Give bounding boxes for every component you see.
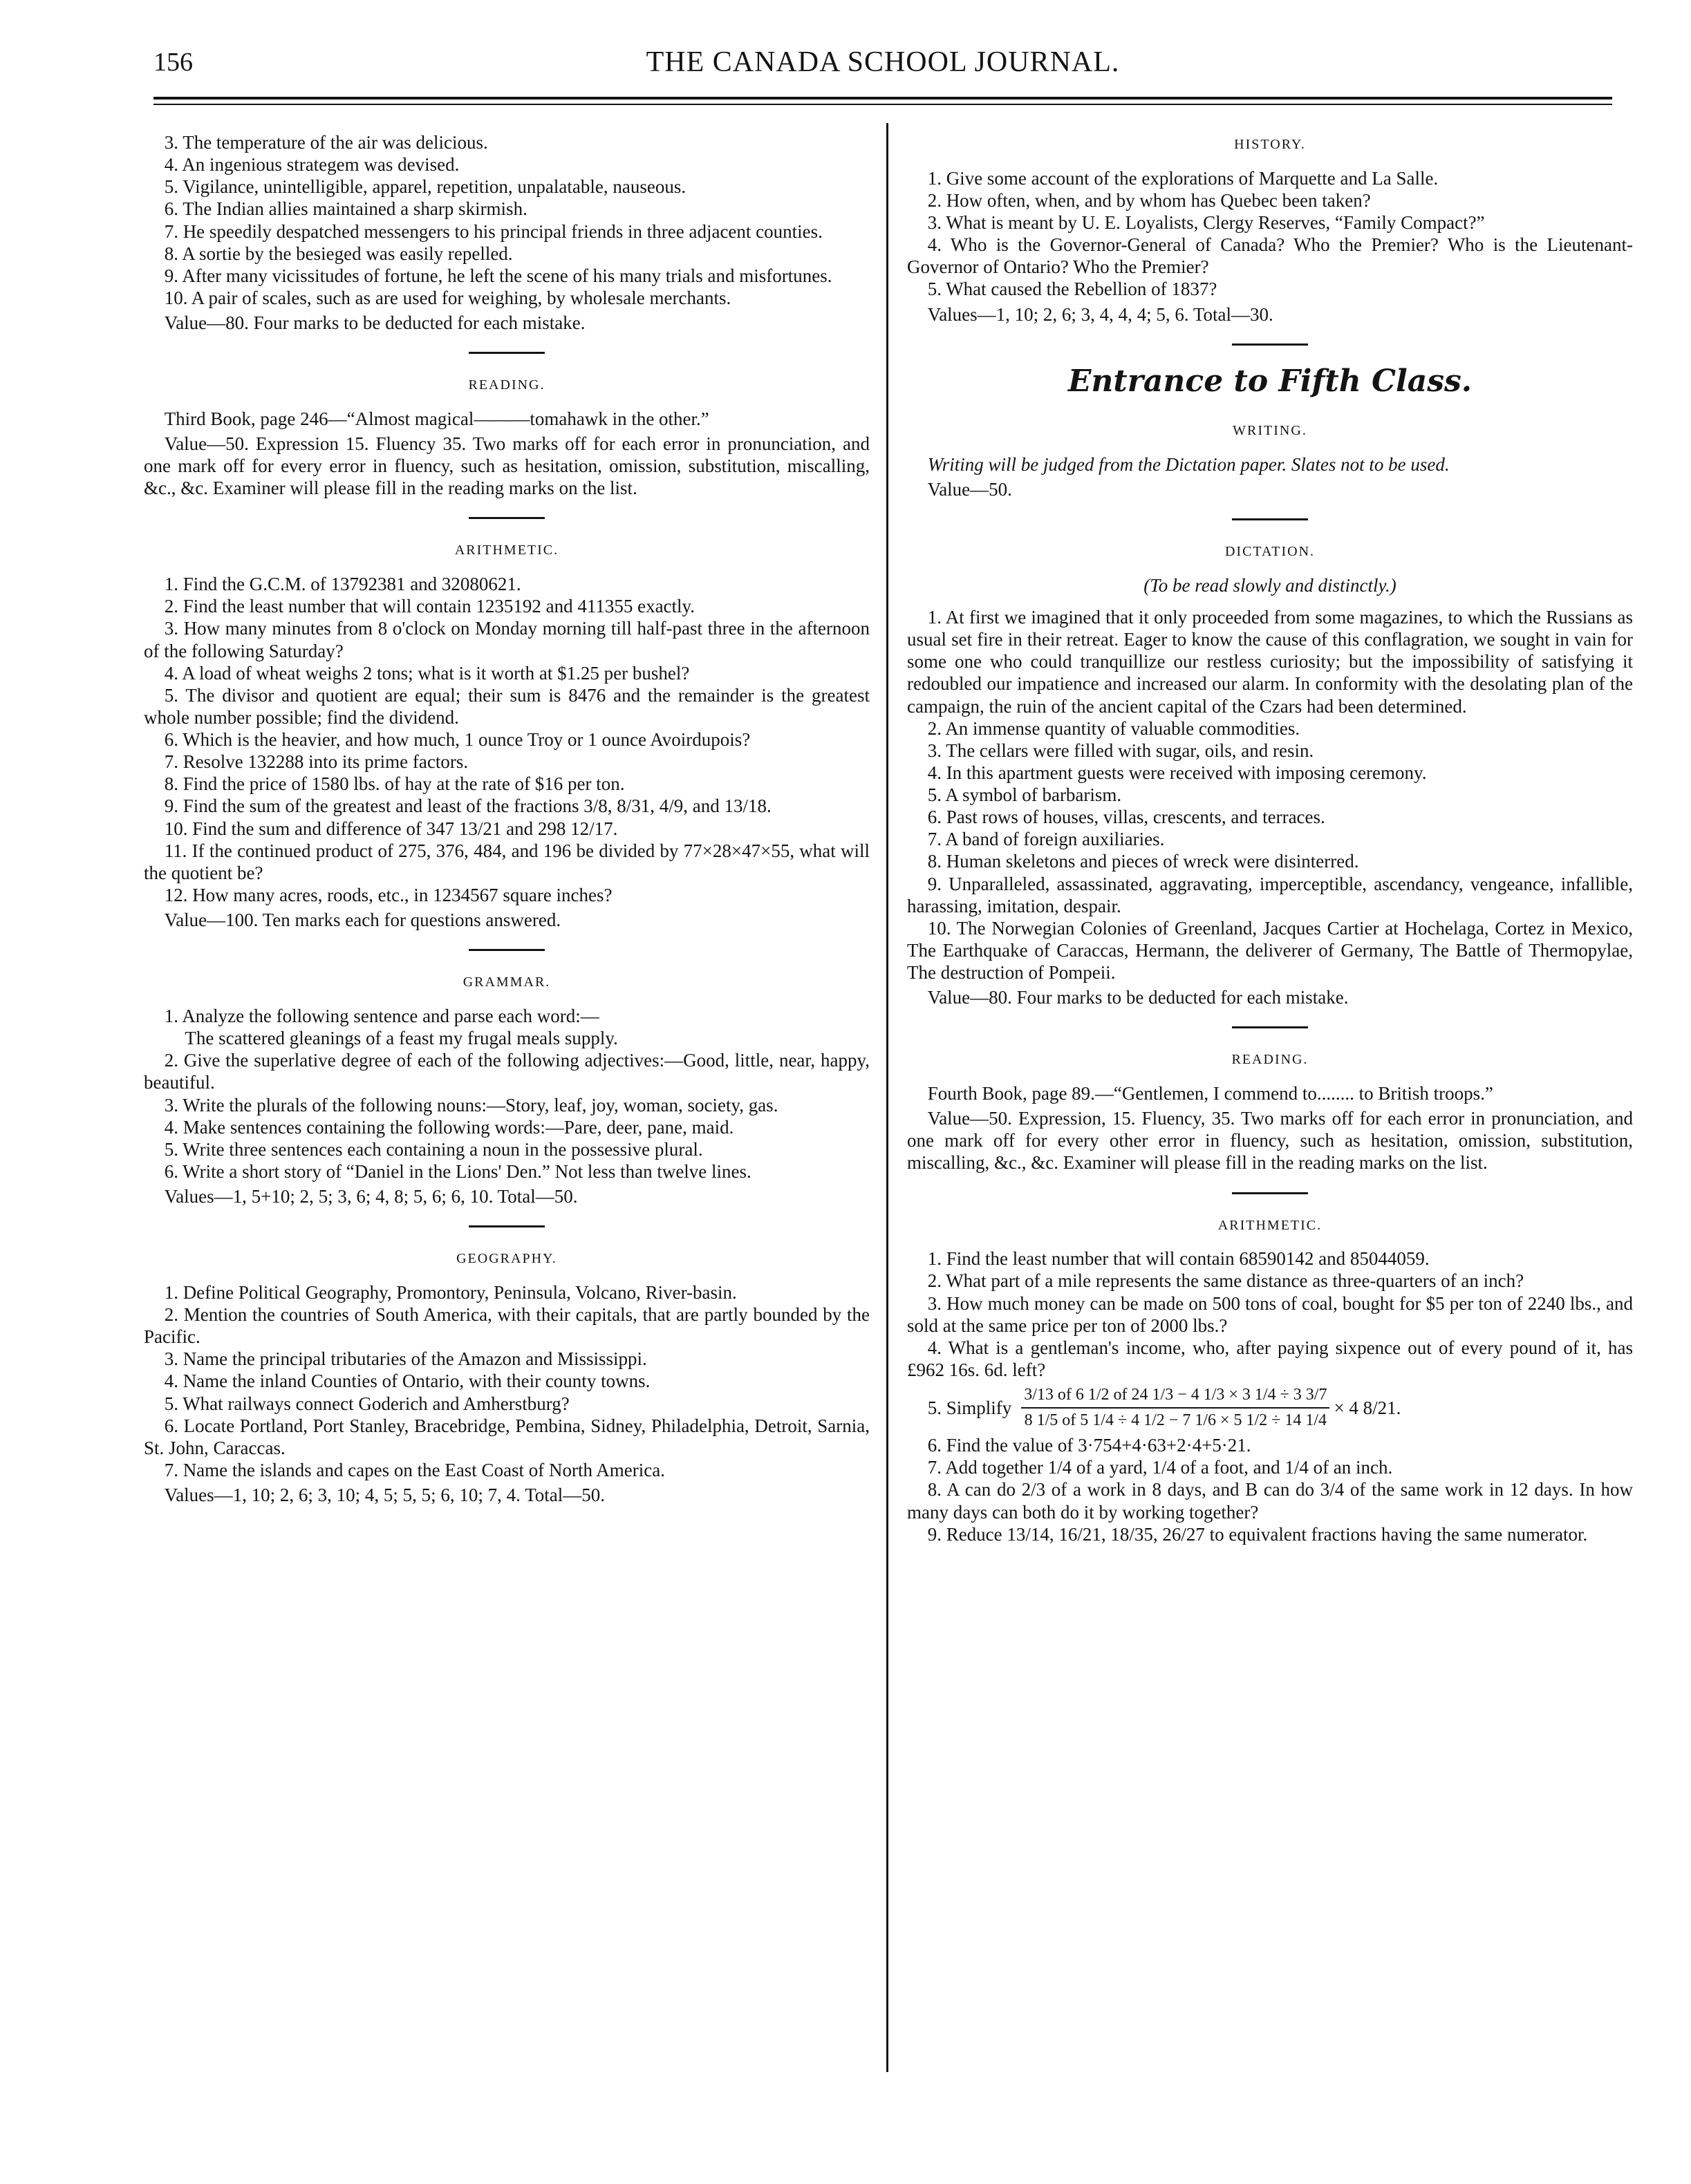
arithmetic-question: 6. Which is the heavier, and how much, 1 ounce Troy or 1 ounce Avoirdupois?	[164, 729, 751, 751]
spelling-item: 10. A pair of scales, such as are used for weighing, by wholesale merchants.	[164, 287, 731, 308]
arithmetic-question: 4. A load of wheat weighs 2 tons; what is it worth at $1.25 per bushel?	[164, 662, 690, 684]
reading-heading: READING.	[468, 377, 545, 393]
history-question: 5. What caused the Rebellion of 1837?	[927, 279, 1217, 300]
simplify-label: 5. Simplify	[927, 1397, 1012, 1418]
grammar-value: Values—1, 5+10; 2, 5; 3, 6; 4, 8; 5, 6; 6, 10. Total—50.	[164, 1186, 578, 1207]
spelling-item: 8. A sortie by the besieged was easily repelled.	[164, 243, 513, 264]
arithmetic-question: 10. Find the sum and difference of 347 13/21 and 298 12/17.	[164, 818, 618, 839]
spelling-list	[144, 131, 870, 334]
history-question: 3. What is meant by U. E. Loyalists, Clergy Reserves, “Family Compact?”	[927, 212, 1485, 234]
simplify-fraction	[1021, 1385, 1329, 1430]
dictation-item: 8. Human skeletons and pieces of wreck were disinterred.	[927, 851, 1359, 872]
section-separator	[1232, 343, 1308, 346]
simplify-numerator: 3/13 of 6 1/2 of 24 1/3 − 4 1/3 × 3 1/4 ÷ 3 3/7	[1021, 1385, 1329, 1409]
arithmetic-question: 12. How many acres, roods, etc., in 1234567 square inches?	[164, 884, 613, 905]
section-separator	[469, 352, 545, 354]
reading-heading: READING.	[1231, 1052, 1309, 1068]
reading-value: Value—50. Expression, 15. Fluency, 35. Two marks off for each error in pronunciation, and one mark off for every other error in fluency, such as hesitation, omission, substitution, miscalling, &c., &c. Examiner will please fill in the reading marks on the list.	[907, 1108, 1633, 1174]
history-question: 1. Give some account of the explorations of Marquette and La Salle.	[927, 167, 1439, 189]
spelling-item: 6. The Indian allies maintained a sharp skirmish.	[164, 198, 527, 220]
dictation-item: 3. The cellars were filled with sugar, oils, and resin.	[927, 740, 1314, 761]
right-column	[907, 131, 1633, 1545]
journal-title: THE CANADA SCHOOL JOURNAL.	[646, 46, 1120, 78]
simplify-denominator: 8 1/5 of 5 1/4 ÷ 4 1/2 − 7 1/6 × 5 1/2 ÷ 14 1/4	[1024, 1411, 1327, 1429]
spelling-value: Value—80. Four marks to be deducted for each mistake.	[164, 312, 586, 333]
grammar-question: 5. Write three sentences each containing a noun in the possessive plural.	[164, 1138, 703, 1160]
arithmetic-question: 2. Find the least number that will contain 1235192 and 411355 exactly.	[164, 596, 695, 617]
geography-question: 4. Name the inland Counties of Ontario, with their county towns.	[164, 1371, 651, 1392]
dictation-item: 7. A band of foreign auxiliaries.	[927, 829, 1165, 850]
header-rule-thick	[153, 97, 1612, 100]
spelling-item: 3. The temperature of the air was delicious.	[164, 132, 488, 153]
section-separator	[1232, 1026, 1308, 1028]
arithmetic-question: 5. The divisor and quotient are equal; their sum is 8476 and the remainder is the greatest whole number possible; find the dividend.	[144, 684, 870, 728]
arithmetic-value: Value—100. Ten marks each for questions answered.	[164, 910, 561, 931]
section-separator	[1232, 1192, 1308, 1194]
dictation-value: Value—80. Four marks to be deducted for each mistake.	[927, 987, 1349, 1008]
reading-value: Value—50. Expression 15. Fluency 35. Two marks off for each error in pronunciation, and one mark off for every error in fluency, such as hesitation, omission, substitution, miscalling, &c., &c. Examiner will please fill in the reading marks on the list.	[144, 433, 870, 499]
spelling-item: 5. Vigilance, unintelligible, apparel, repetition, unpalatable, nauseous.	[164, 176, 686, 198]
geography-heading: GEOGRAPHY.	[456, 1251, 557, 1267]
grammar-question: 4. Make sentences containing the following words:—Pare, deer, pane, maid.	[164, 1116, 734, 1138]
geography-question: 6. Locate Portland, Port Stanley, Bracebridge, Pembina, Sidney, Philadelphia, Detroit, Sarnia, St. John, Caraccas.	[144, 1415, 870, 1458]
spelling-item: 7. He speedily despatched messengers to his principal friends in three adjacent counties.	[164, 220, 823, 242]
writing-instruction: Writing will be judged from the Dictation paper. Slates not to be used.	[927, 453, 1450, 475]
section-separator	[469, 1225, 545, 1227]
history-question: 2. How often, when, and by whom has Quebec been taken?	[927, 189, 1371, 211]
geography-question: 2. Mention the countries of South America, with their capitals, that are partly bounded by the Pacific.	[144, 1304, 870, 1348]
arithmetic-question: 3. How much money can be made on 500 tons of coal, bought for $5 per ton of 2240 lbs., and sold at the same price per ton of 2000 lbs.?	[907, 1292, 1633, 1336]
reading-passage: Fourth Book, page 89.—“Gentlemen, I commend to........ to British troops.”	[927, 1083, 1493, 1104]
section-separator	[469, 517, 545, 519]
arithmetic-question: 11. If the continued product of 275, 376, 484, and 196 be divided by 77×28×47×55, what will the quotient be?	[144, 840, 870, 883]
writing-heading: WRITING.	[1233, 423, 1307, 439]
grammar-heading: GRAMMAR.	[463, 975, 551, 990]
dictation-item: 2. An immense quantity of valuable commodities.	[927, 717, 1300, 739]
page-number: 156	[153, 48, 193, 77]
arithmetic-question: 9. Find the sum of the greatest and least of the fractions 3/8, 8/31, 4/9, and 13/18.	[164, 796, 772, 817]
simplify-question	[928, 1385, 1633, 1430]
arithmetic-question: 8. Find the price of 1580 lbs. of hay at the rate of $16 per ton.	[164, 773, 625, 795]
grammar-sentence: The scattered gleanings of a feast my frugal meals supply.	[185, 1028, 618, 1049]
history-value: Values—1, 10; 2, 6; 3, 4, 4, 4; 5, 6. Total—30.	[927, 303, 1273, 325]
dictation-instruction: (To be read slowly and distinctly.)	[1143, 574, 1396, 596]
arithmetic-question: 1. Find the G.C.M. of 13792381 and 32080621.	[164, 574, 521, 595]
arithmetic-question: 6. Find the value of 3·754+4·63+2·4+5·21.	[927, 1435, 1251, 1456]
simplify-tail: × 4 8/21.	[1334, 1397, 1401, 1418]
arithmetic-question: 1. Find the least number that will contain 68590142 and 85044059.	[927, 1248, 1430, 1270]
arithmetic-question: 7. Add together 1/4 of a yard, 1/4 of a foot, and 1/4 of an inch.	[927, 1457, 1393, 1478]
geography-value: Values—1, 10; 2, 6; 3, 10; 4, 5; 5, 5; 6, 10; 7, 4. Total—50.	[164, 1485, 606, 1506]
arithmetic-question: 9. Reduce 13/14, 16/21, 18/35, 26/27 to equivalent fractions having the same numerator.	[927, 1523, 1588, 1545]
arithmetic-question: 4. What is a gentleman's income, who, after paying sixpence out of every pound of it, has £962 16s. 6d. left?	[907, 1337, 1633, 1380]
grammar-question: 6. Write a short story of “Daniel in the Lions' Den.” Not less than twelve lines.	[164, 1160, 751, 1182]
arithmetic-heading: ARITHMETIC.	[1217, 1217, 1323, 1233]
history-heading: HISTORY.	[1234, 137, 1306, 152]
dictation-heading: DICTATION.	[1224, 544, 1316, 560]
dictation-item: 4. In this apartment guests were received with imposing ceremony.	[927, 762, 1427, 783]
dictation-item: 9. Unparalleled, assassinated, aggravating, imperceptible, ascendancy, vengeance, infallible, harassing, imitation, despair.	[907, 873, 1633, 916]
dictation-item: 5. A symbol of barbarism.	[927, 784, 1122, 805]
section-separator	[1232, 518, 1308, 520]
page-header	[153, 43, 1612, 91]
dictation-item: 6. Past rows of houses, villas, crescents, and terraces.	[927, 807, 1325, 828]
arithmetic-question: 3. How many minutes from 8 o'clock on Monday morning till half-past three in the afternoon of the following Saturday?	[144, 618, 870, 661]
history-question: 4. Who is the Governor-General of Canada? Who the Premier? Who is the Lieutenant-Governor of Ontario? Who the Premier?	[907, 234, 1633, 278]
spelling-item: 9. After many vicissitudes of fortune, he left the scene of his many trials and misfortunes.	[164, 265, 832, 286]
class-heading: Entrance to Fifth Class.	[1067, 363, 1473, 399]
grammar-question: 2. Give the superlative degree of each of the following adjectives:—Good, little, near, happy, beautiful.	[144, 1050, 870, 1093]
column-divider	[886, 123, 888, 2072]
section-separator	[469, 949, 545, 951]
arithmetic-question: 2. What part of a mile represents the same distance as three-quarters of an inch?	[927, 1270, 1524, 1292]
header-rule-thin	[153, 104, 1612, 105]
arithmetic-question: 8. A can do 2/3 of a work in 8 days, and B can do 3/4 of the same work in 12 days. In how many days can both do it by working together?	[907, 1479, 1633, 1523]
grammar-question: 1. Analyze the following sentence and parse each word:—	[164, 1006, 599, 1027]
dictation-item: 10. The Norwegian Colonies of Greenland, Jacques Cartier at Hochelaga, Cortez in Mexico, The Earthquake of Caraccas, Hermann, the deliverer of Germany, The Battle of Thermopylae, The destruction of Pompeii.	[907, 917, 1633, 983]
dictation-item: 1. At first we imagined that it only proceeded from some magazines, to which the Russians as usual set fire in their retreat. Eager to know the cause of this conflagration, we sought in vain for some one who could tranquillize our restless curiosity; but the impossibility of satisfying it redoubled our impatience and increased our alarm. In conformity with the desolating plan of the campaign, the ruin of the ancient capital of the Czars had been determined.	[907, 607, 1633, 717]
left-column	[144, 131, 870, 1506]
geography-question: 3. Name the principal tributaries of the Amazon and Mississippi.	[164, 1348, 647, 1370]
arithmetic-heading: ARITHMETIC.	[454, 543, 559, 558]
spelling-item: 4. An ingenious strategem was devised.	[164, 154, 460, 176]
geography-question: 5. What railways connect Goderich and Amherstburg?	[164, 1393, 570, 1414]
geography-question: 1. Define Political Geography, Promontory, Peninsula, Volcano, River-basin.	[164, 1281, 737, 1303]
geography-question: 7. Name the islands and capes on the East Coast of North America.	[164, 1459, 665, 1480]
writing-value: Value—50.	[927, 478, 1012, 500]
arithmetic-question: 7. Resolve 132288 into its prime factors.	[164, 751, 469, 773]
grammar-question: 3. Write the plurals of the following nouns:—Story, leaf, joy, woman, society, gas.	[164, 1094, 778, 1115]
reading-passage: Third Book, page 246—“Almost magical———tomahawk in the other.”	[164, 408, 709, 429]
